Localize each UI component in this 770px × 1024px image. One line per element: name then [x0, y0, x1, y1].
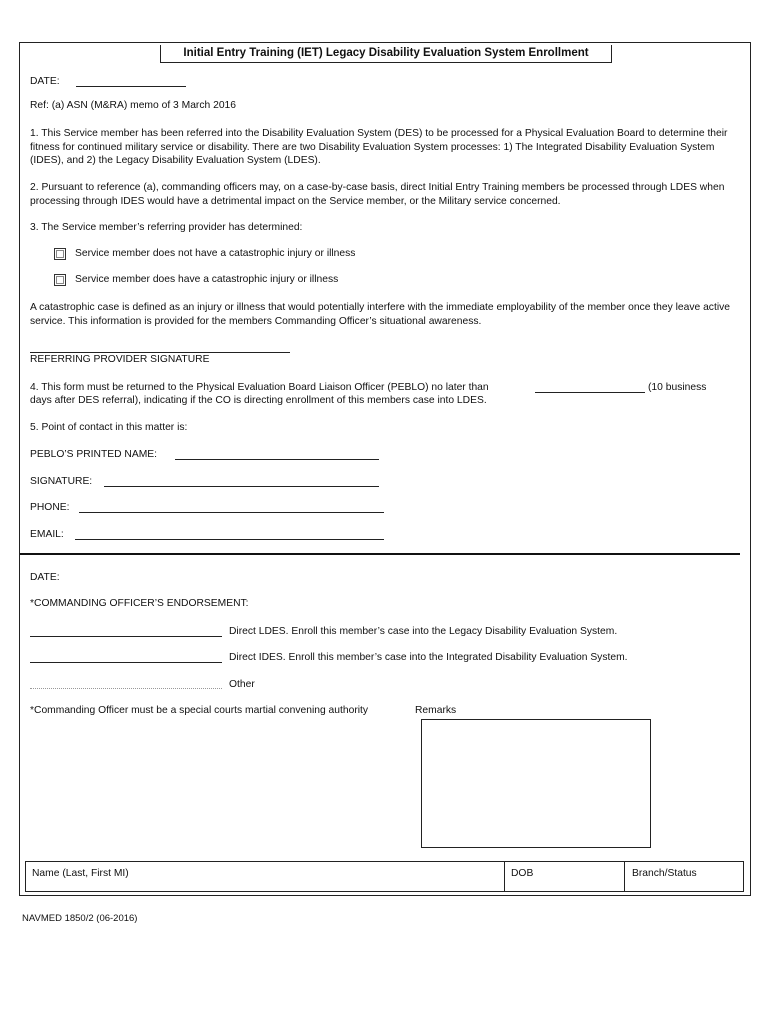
- paragraph-5: 5. Point of contact in this matter is:: [30, 422, 188, 433]
- reference-text: Ref: (a) ASN (M&RA) memo of 3 March 2016: [30, 100, 237, 111]
- co-authority-note: *Commanding Officer must be a special courts martial convening authority: [30, 705, 369, 716]
- dob-column-divider: [504, 862, 505, 891]
- no-catastrophic-label: Service member does not have a catastrophic injury or illness: [75, 248, 356, 259]
- name-field-label[interactable]: Name (Last, First MI): [32, 868, 129, 879]
- peblo-name-field[interactable]: [175, 459, 379, 460]
- branch-status-field-label[interactable]: Branch/Status: [632, 868, 697, 879]
- direct-ldes-label: Direct LDES. Enroll this member’s case into the Legacy Disability Evaluation System.: [229, 626, 618, 637]
- peblo-name-label: PEBLO’S PRINTED NAME:: [30, 449, 158, 460]
- direct-ldes-field[interactable]: [30, 636, 222, 637]
- paragraph-4-end: days after DES referral), indicating if the CO is directing enrollment of this members case into LDES.: [30, 395, 487, 406]
- no-catastrophic-checkbox[interactable]: [54, 248, 66, 260]
- dob-field-label[interactable]: DOB: [511, 868, 534, 879]
- catastrophic-checkbox[interactable]: [54, 274, 66, 286]
- paragraph-4-start: 4. This form must be returned to the Physical Evaluation Board Liaison Officer (PEBLO) no later than: [30, 382, 489, 393]
- paragraph-4-business-days: (10 business: [648, 382, 707, 393]
- provider-signature-label: REFERRING PROVIDER SIGNATURE: [30, 354, 210, 365]
- phone-label: PHONE:: [30, 502, 70, 513]
- catastrophic-label: Service member does have a catastrophic injury or illness: [75, 274, 339, 285]
- branch-column-divider: [624, 862, 625, 891]
- email-label: EMAIL:: [30, 529, 64, 540]
- email-field[interactable]: [75, 539, 384, 540]
- signature-field[interactable]: [104, 486, 379, 487]
- member-info-box: [25, 861, 744, 892]
- catastrophic-definition: A catastrophic case is defined as an injury or illness that would potentially interfere with the immediate employability of the member once they leave active service. This information is provided for the members Commanding Officer’s situational awareness.: [30, 302, 730, 327]
- endorsement-date-label: DATE:: [30, 572, 60, 583]
- other-field[interactable]: [30, 688, 222, 689]
- paragraph-1: 1. This Service member has been referred into the Disability Evaluation System (DES) to be processed for a Physical Evaluation Board to determine their fitness for continued military service or disability. There are two Disability Evaluation System processes: 1) The Integrated Disability Evaluation System (IDES), and 2) the Legacy Disability Evaluation System (LDES).: [30, 128, 728, 167]
- return-date-field[interactable]: [535, 392, 645, 393]
- provider-signature-field[interactable]: [30, 352, 290, 353]
- form-title: Initial Entry Training (IET) Legacy Disability Evaluation System Enrollment: [160, 45, 612, 63]
- form-number: NAVMED 1850/2 (06-2016): [22, 913, 138, 924]
- remarks-box[interactable]: [421, 719, 651, 848]
- date-label: DATE:: [30, 76, 60, 87]
- co-endorsement-heading: *COMMANDING OFFICER’S ENDORSEMENT:: [30, 598, 249, 609]
- section-divider: [20, 553, 740, 555]
- direct-ides-field[interactable]: [30, 662, 222, 663]
- paragraph-3: 3. The Service member’s referring provider has determined:: [30, 222, 303, 233]
- other-label: Other: [229, 679, 255, 690]
- phone-field[interactable]: [79, 512, 384, 513]
- signature-label: SIGNATURE:: [30, 476, 93, 487]
- remarks-label: Remarks: [415, 705, 457, 716]
- direct-ides-label: Direct IDES. Enroll this member’s case into the Integrated Disability Evaluation System.: [229, 652, 628, 663]
- date-field[interactable]: [76, 86, 186, 87]
- paragraph-2: 2. Pursuant to reference (a), commanding officers may, on a case-by-case basis, direct Initial Entry Training members be processed through LDES when processing through IDES would have a detrimental impact on the Service member, or the Military service concerned.: [30, 182, 725, 207]
